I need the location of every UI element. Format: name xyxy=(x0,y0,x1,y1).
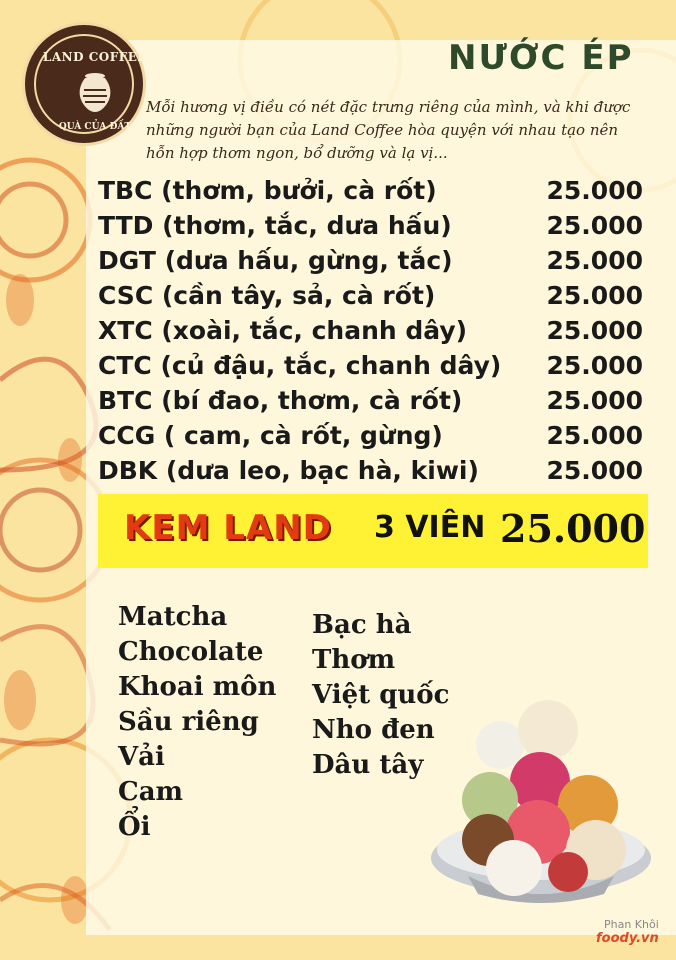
menu-item-price: 25.000 xyxy=(546,246,643,275)
menu-item xyxy=(98,246,646,281)
menu-item-name: DGT (dưa hấu, gừng, tắc) xyxy=(98,246,453,275)
section-title: NƯỚC ÉP xyxy=(448,38,634,78)
watermark xyxy=(596,918,659,946)
menu-item-price: 25.000 xyxy=(546,211,643,240)
kem-land-banner xyxy=(98,494,648,568)
menu-item-price: 25.000 xyxy=(546,351,643,380)
flavor-list-left xyxy=(118,600,276,845)
menu-item xyxy=(98,421,646,456)
foody-brand: foody.vn xyxy=(596,931,659,946)
menu-item xyxy=(98,316,646,351)
clay-pot-icon xyxy=(74,68,116,116)
menu-item-price: 25.000 xyxy=(546,456,643,485)
flavor-item: Bạc hà xyxy=(312,610,412,640)
intro-text: Mỗi hương vị điều có nét đặc trưng riêng của mình, và khi được những người bạn của Land Coffee hòa quyện với nhau tạo nên hỗn hợp thơm ngon, bổ dưỡng và lạ vị... xyxy=(146,98,631,162)
flavor-item: Cam xyxy=(118,777,184,807)
menu-item-price: 25.000 xyxy=(546,281,643,310)
ice-cream-bowl-image xyxy=(428,690,654,912)
menu-item-name: TBC (thơm, bưởi, cà rốt) xyxy=(98,176,437,205)
menu-item-price: 25.000 xyxy=(546,386,643,415)
menu-item-name: CTC (củ đậu, tắc, chanh dây) xyxy=(98,351,502,380)
flavor-item: Sầu riêng xyxy=(118,707,259,737)
menu-item xyxy=(98,386,646,421)
flavor-item: Thơm xyxy=(312,645,396,675)
kem-quantity: 3 VIÊN xyxy=(374,510,486,545)
kem-price: 25.000 xyxy=(500,506,646,551)
flavor-item: Dâu tây xyxy=(312,750,424,780)
menu-item xyxy=(98,351,646,386)
menu-item-name: CCG ( cam, cà rốt, gừng) xyxy=(98,421,443,450)
menu-item xyxy=(98,176,646,211)
menu-item-name: CSC (cần tây, sả, cà rốt) xyxy=(98,281,436,310)
menu-item-price: 25.000 xyxy=(546,421,643,450)
menu-item-name: XTC (xoài, tắc, chanh dây) xyxy=(98,316,468,345)
flavor-item: Việt quốc xyxy=(312,680,450,710)
menu-item-name: BTC (bí đao, thơm, cà rốt) xyxy=(98,386,463,415)
land-coffee-logo xyxy=(22,22,146,146)
menu-item xyxy=(98,456,646,491)
logo-top-text: LAND COFFEE xyxy=(42,50,148,64)
juice-menu xyxy=(98,176,646,491)
flavor-item: Chocolate xyxy=(118,637,264,667)
flavor-item: Ổi xyxy=(118,812,151,842)
menu-item-name: TTD (thơm, tắc, dưa hấu) xyxy=(98,211,452,240)
kem-title: KEM LAND xyxy=(124,508,332,548)
menu-item xyxy=(98,211,646,246)
menu-item-name: DBK (dưa leo, bạc hà, kiwi) xyxy=(98,456,479,485)
flavor-item: Vải xyxy=(118,742,165,772)
menu-item-price: 25.000 xyxy=(546,176,643,205)
flavor-item: Khoai môn xyxy=(118,672,277,702)
logo-ring xyxy=(34,34,148,134)
flavor-item: Nho đen xyxy=(312,715,435,745)
menu-item xyxy=(98,281,646,316)
flavor-item: Matcha xyxy=(118,602,228,632)
logo-bottom-text: QUÀ CỦA ĐẤT xyxy=(58,122,132,132)
menu-item-price: 25.000 xyxy=(546,316,643,345)
watermark-author: Phan Khôi xyxy=(603,918,659,931)
